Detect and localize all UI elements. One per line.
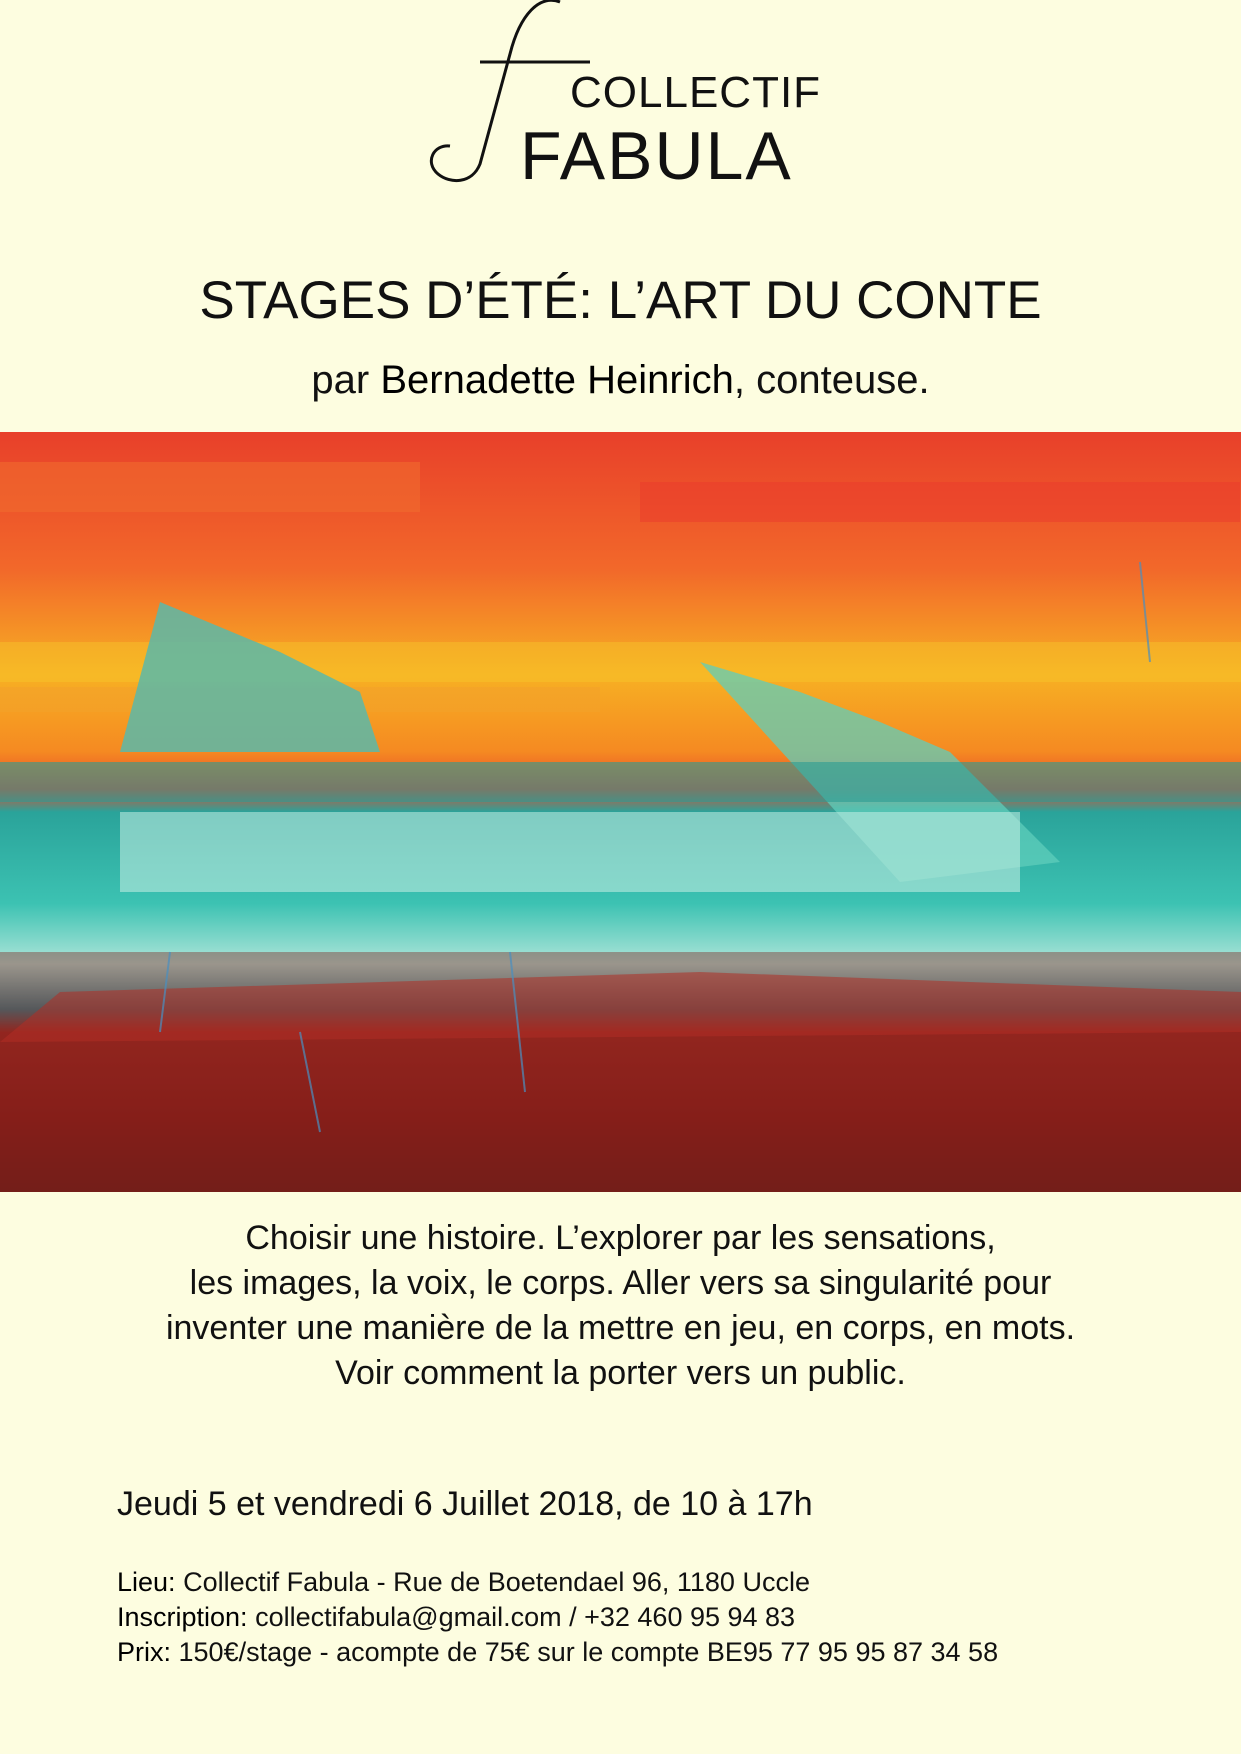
event-info: [117, 1565, 998, 1670]
byline-prefix: par: [311, 358, 370, 402]
inscription-label: Inscription:: [117, 1602, 248, 1632]
description-line: Voir comment la porter vers un public.: [335, 1354, 906, 1392]
lieu-value: Collectif Fabula - Rue de Boetendael 96, 1180 Uccle: [183, 1567, 810, 1597]
info-lieu: [117, 1565, 998, 1600]
byline-suffix: , conteuse.: [733, 358, 930, 402]
logo-text-collectif: COLLECTIF: [570, 68, 822, 117]
page-title: STAGES D’ÉTÉ: L’ART DU CONTE: [199, 271, 1042, 330]
description-line: inventer une manière de la mettre en jeu, en corps, en mots.: [165, 1309, 1076, 1347]
description: [100, 1216, 1141, 1396]
inscription-value: collectifabula@gmail.com / +32 460 95 94 83: [255, 1602, 796, 1632]
prix-label: Prix:: [117, 1637, 171, 1667]
info-inscription: [117, 1600, 998, 1635]
info-prix: [117, 1635, 998, 1670]
abstract-painting-image: [0, 432, 1241, 1192]
logo: [400, 0, 840, 200]
byline: [0, 360, 1241, 400]
description-line: Choisir une histoire. L’explorer par les sensations,: [245, 1219, 996, 1257]
logo-text-fabula: FABULA: [520, 118, 793, 194]
description-line: les images, la voix, le corps. Aller vers sa singularité pour: [189, 1264, 1052, 1302]
event-dates: Jeudi 5 et vendredi 6 Juillet 2018, de 10 à 17h: [117, 1485, 813, 1523]
prix-value: 150€/stage - acompte de 75€ sur le compte BE95 77 95 95 87 34 58: [178, 1637, 999, 1667]
lieu-label: Lieu:: [117, 1567, 176, 1597]
byline-name: Bernadette Heinrich: [380, 358, 734, 402]
